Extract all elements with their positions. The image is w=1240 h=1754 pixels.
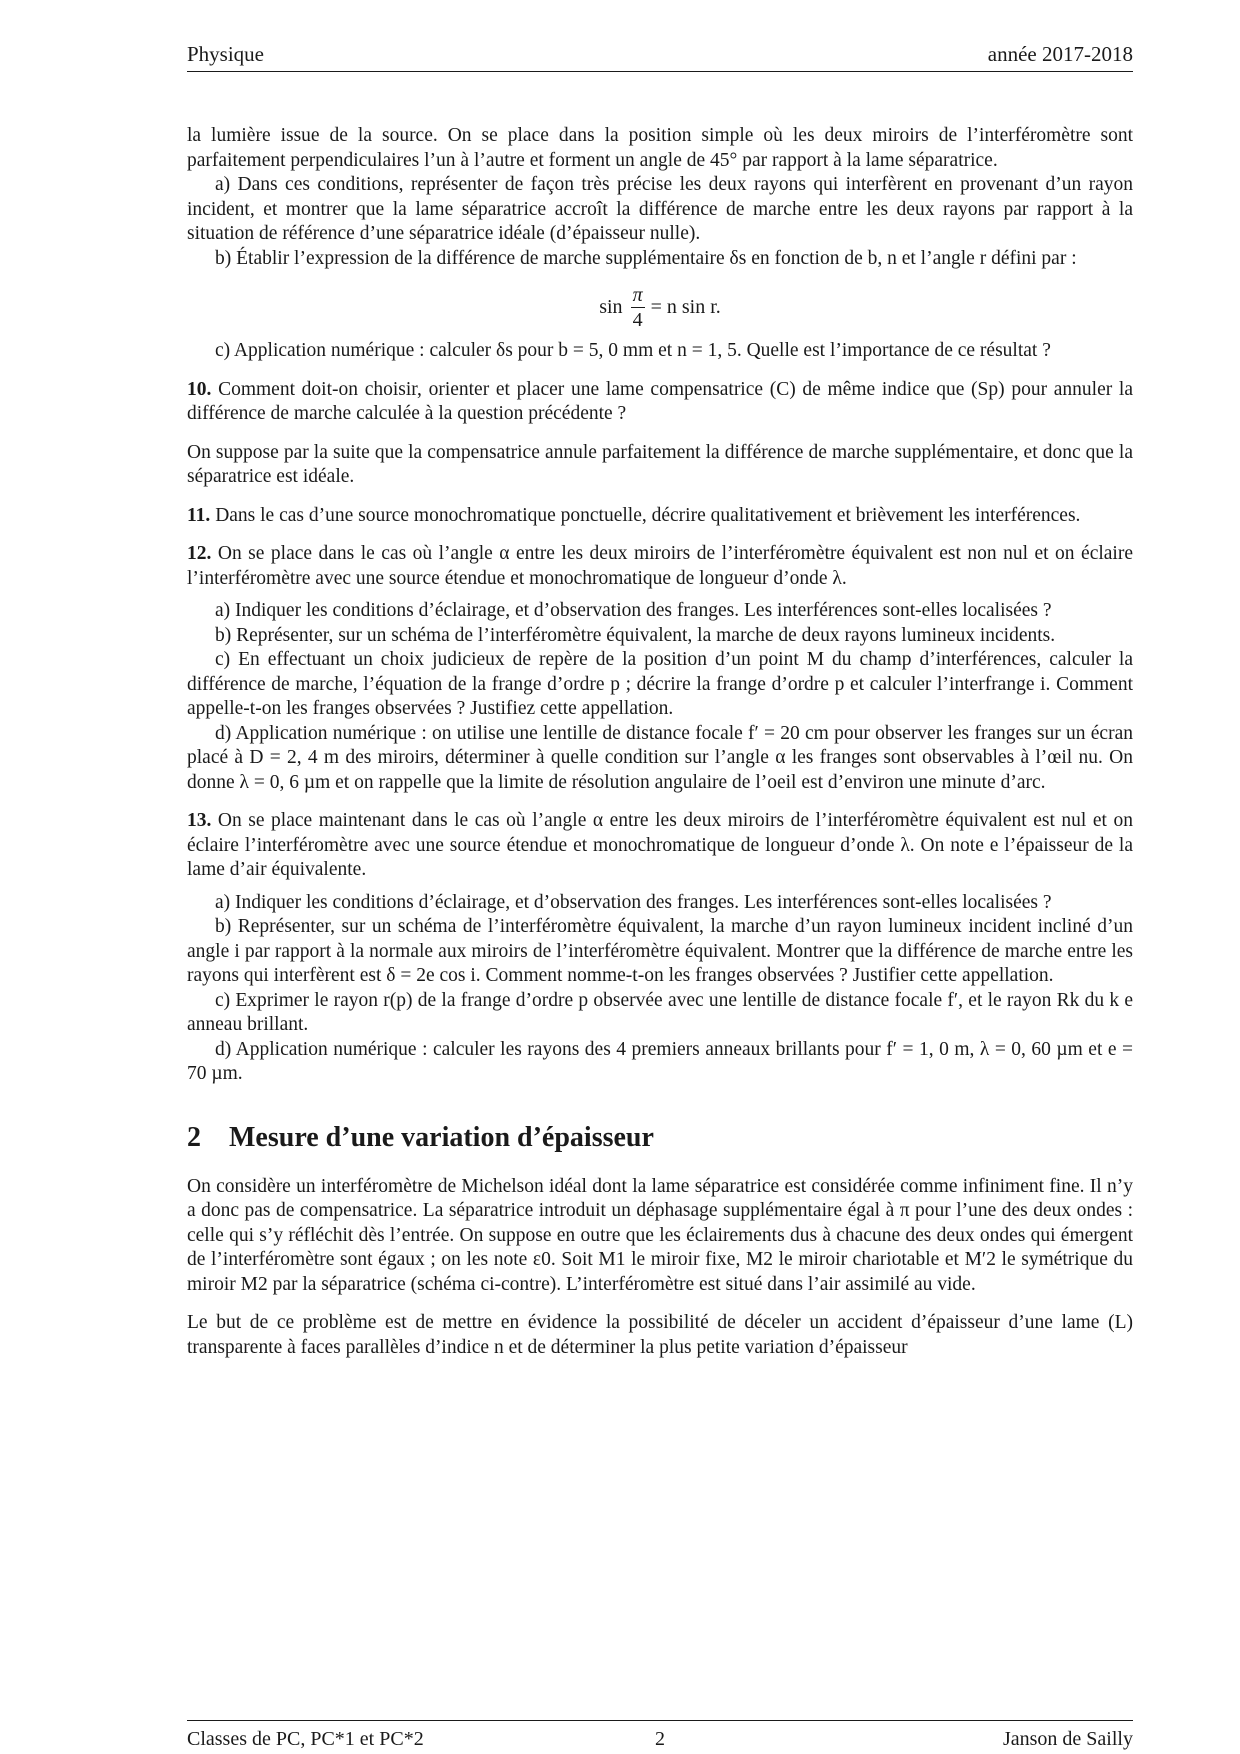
paragraph: la lumière issue de la source. On se place dans la position simple où les deux miroirs de l’interféromètre sont parfaitement perpendiculaires l’un à l’autre et forment un angle de 45° par rapport à la lame séparatrice. (187, 125, 1133, 171)
question-13b: b) Représenter, sur un schéma de l’interféromètre équivalent, la marche d’un rayon lumineux incident incliné d’un angle i par rapport à la normale aux miroirs de l’interféromètre équivalent. Montrer que la différence de marche entre les rayons qui interfèrent est δ = 2e cos i. Comment nomme-t-on les franges observées ? Justifier cette appellation. (187, 916, 1133, 986)
question-12 (187, 542, 1133, 591)
equation-right: = n sin r. (650, 295, 721, 318)
page-number: 2 (654, 1728, 665, 1750)
section-title: Mesure d’une variation d’épaisseur (229, 1121, 654, 1153)
fraction-denominator: 4 (632, 308, 643, 331)
fraction-numerator: π (632, 283, 643, 306)
equation-left: sin (599, 295, 623, 318)
question-text: On se place maintenant dans le cas où l’angle α entre les deux miroirs de l’interféromètre équivalent est nul et on éclaire l’interféromètre avec une source étendue et monochromatique de longueur d’onde λ. On note e l’épaisseur de la lame d’air équivalente. (187, 810, 1133, 880)
question-9a: a) Dans ces conditions, représenter de façon très précise les deux rayons qui interfèrent en provenant d’un rayon incident, et montrer que la lame séparatrice accroît la différence de marche entre les deux rayons par rapport à la situation de référence d’une séparatrice idéale (d’épaisseur nulle). (187, 174, 1133, 244)
question-9c: c) Application numérique : calculer δs pour b = 5, 0 mm et n = 1, 5. Quelle est l’importance de ce résultat ? (215, 340, 1051, 361)
footer-school: Janson de Sailly (1002, 1728, 1133, 1750)
question-number: 12. (187, 543, 212, 564)
question-number: 11. (187, 504, 211, 526)
note-paragraph: On suppose par la suite que la compensatrice annule parfaitement la différence de marche supplémentaire, et donc que la séparatrice est idéale. (187, 441, 1133, 487)
question-13d: d) Application numérique : calculer les rayons des 4 premiers anneaux brillants pour f′ = 1, 0 m, λ = 0, 60 µm et e = 70 µm. (187, 1038, 1133, 1084)
question-13 (187, 809, 1133, 883)
question-12a: a) Indiquer les conditions d’éclairage, et d’observation des franges. Les interférences sont-elles localisées ? (215, 600, 1052, 621)
page (187, 0, 1133, 1754)
question-number: 10. (187, 378, 212, 400)
section-paragraph: Le but de ce problème est de mettre en évidence la possibilité de déceler un accident d’épaisseur d’une lame (L) transparente à faces parallèles d’indice n et de déterminer la plus petite variation d’épaisseur (187, 1312, 1133, 1358)
question-12b: b) Représenter, sur un schéma de l’interféromètre équivalent, la marche de deux rayons lumineux incidents. (215, 624, 1056, 646)
question-text: On se place dans le cas où l’angle α entre les deux miroirs de l’interféromètre équivalent est non nul et on éclaire l’interféromètre avec une source étendue et monochromatique de longueur d’onde λ. (187, 543, 1133, 589)
equation (187, 281, 1133, 333)
equation-fraction (631, 283, 645, 332)
question-13a: a) Indiquer les conditions d’éclairage, et d’observation des franges. Les interférences sont-elles localisées ? (215, 891, 1052, 913)
page-footer (187, 1720, 1133, 1751)
question-12c: c) En effectuant un choix judicieux de repère de la position d’un point M du champ d’interférences, calculer la différence de marche, l’équation de la frange d’ordre p ; décrire la frange d’ordre p et calculer l’interfrange i. Comment appelle-t-on les franges observées ? Justifiez cette appellation. (187, 649, 1133, 719)
document-body (187, 124, 1133, 1360)
section-number: 2 (187, 1121, 201, 1153)
question-11 (187, 504, 1133, 529)
page-header (187, 40, 1133, 72)
section-paragraph: On considère un interféromètre de Michelson idéal dont la lame séparatrice est considérée comme infiniment fine. Il n’y a donc pas de compensatrice. La séparatrice introduit un déphasage supplémentaire égal à π pour l’une des deux ondes : celle qui s’y réfléchit dès l’entrée. On suppose en outre que les éclairements dus à chacune des deux ondes qui émergent de l’interféromètre sont égaux ; on les note ε0. Soit M1 le miroir fixe, M2 le miroir chariotable et M′2 le symétrique du miroir M2 par la séparatrice (schéma ci-contre). L’interféromètre est situé dans l’air assimilé au vide. (187, 1175, 1133, 1295)
section-heading (187, 1121, 1133, 1155)
question-13c: c) Exprimer le rayon r(p) de la frange d’ordre p observée avec une lentille de distance focale f′, et le rayon Rk du k e anneau brillant. (187, 989, 1133, 1035)
question-text: Comment doit-on choisir, orienter et placer une lame compensatrice (C) de même indice que (Sp) pour annuler la différence de marche calculée à la question précédente ? (187, 378, 1134, 424)
question-10 (187, 378, 1133, 427)
question-text: Dans le cas d’une source monochromatique ponctuelle, décrire qualitativement et brièvement les interférences. (215, 504, 1081, 526)
question-9b: b) Établir l’expression de la différence de marche supplémentaire δs en fonction de b, n et l’angle r défini par : (215, 247, 1077, 269)
footer-classes: Classes de PC, PC*1 et PC*2 (187, 1728, 424, 1750)
header-year: année 2017-2018 (987, 42, 1133, 66)
header-subject: Physique (187, 42, 265, 66)
question-number: 13. (187, 810, 212, 831)
question-12d: d) Application numérique : on utilise une lentille de distance focale f′ = 20 cm pour observer les franges sur un écran placé à D = 2, 4 m des miroirs, déterminer à quelle condition sur l’angle α les franges sont observables à l’œil nu. On donne λ = 0, 6 µm et on rappelle que la limite de résolution angulaire de l’oeil est d’environ une minute d’arc. (187, 722, 1133, 793)
